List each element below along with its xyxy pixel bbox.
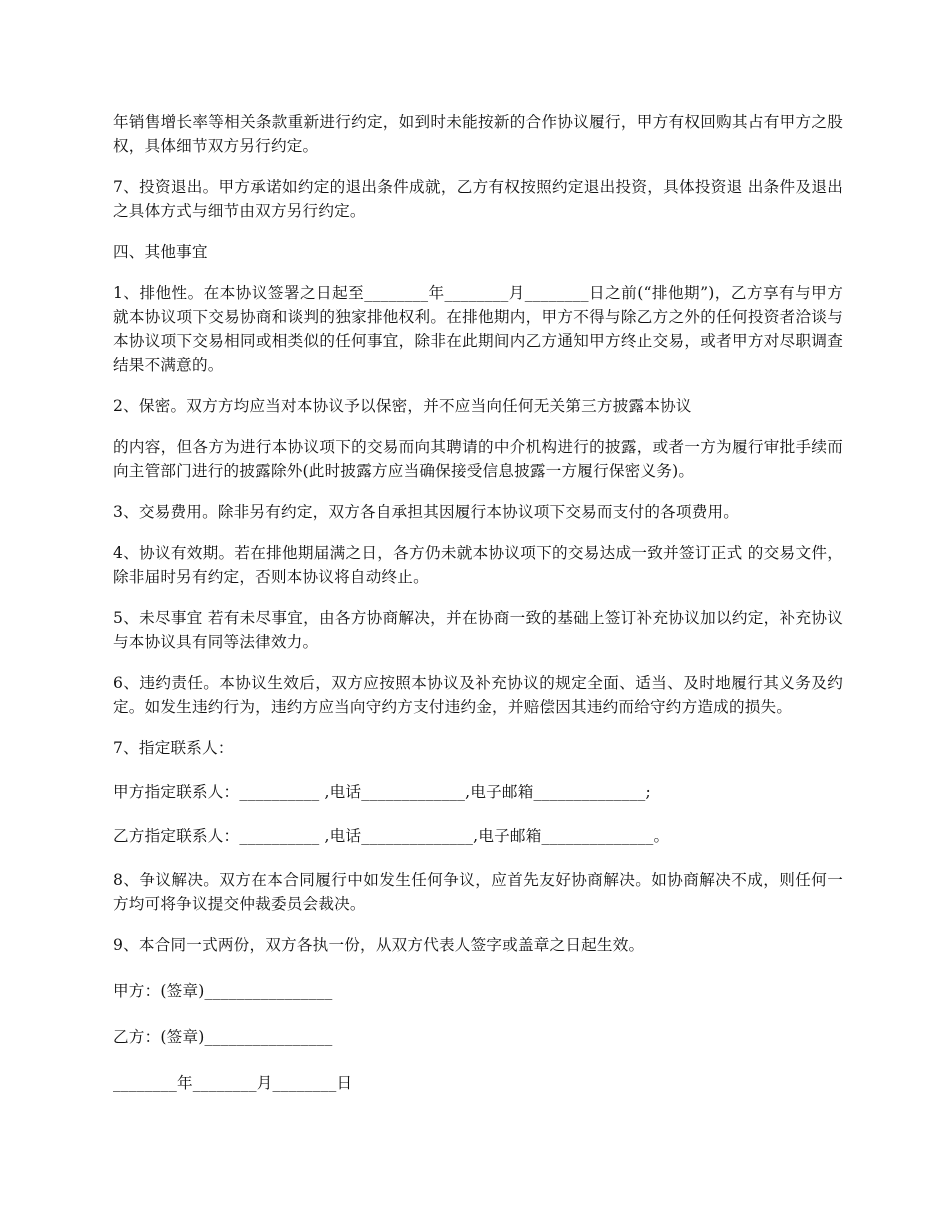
- signature-party-b: 乙方：(签章)________________: [113, 1028, 333, 1046]
- paragraph-copies-effective: 9、本合同一式两份，双方各执一份，从双方代表人签字或盖章之日起生效。: [113, 936, 645, 954]
- paragraph-designated-contacts: 7、指定联系人：: [113, 739, 234, 757]
- section-heading-other-matters: 四、其他事宜: [113, 243, 208, 261]
- paragraph-party-a-contact: 甲方指定联系人：__________ ,电话_____________,电子邮箱______________;: [113, 783, 651, 801]
- paragraph-dispute-resolution: 8、争议解决。双方在本合同履行中如发生任何争议，应首先友好协商解决。如协商解决不成，则任何一方均可将争议提交仲裁委员会裁决。: [113, 871, 843, 913]
- paragraph-unresolved-matters: 5、未尽事宜 若有未尽事宜，由各方协商解决，并在协商一致的基础上签订补充协议加以约定，补充协议与本协议具有同等法律效力。: [113, 609, 843, 651]
- paragraph-buyback-terms: 年销售增长率等相关条款重新进行约定，如到时未能按新的合作协议履行，甲方有权回购其占有甲方之股权，具体细节双方另行约定。: [113, 113, 843, 155]
- paragraph-transaction-fees: 3、交易费用。除非另有约定，双方各自承担其因履行本协议项下交易而支付的各项费用。: [113, 503, 740, 521]
- paragraph-exclusivity: 1、排他性。在本协议签署之日起至________年________月________日之前(“排他期”)，乙方享有与甲方就本协议项下交易协商和谈判的独家排他权利。在排他期内，甲方不得与除乙方之外的任何投资者洽谈与本协议项下交易相同或相类似的任何事宜，除非在此期间内乙方通知甲方终止交易，或者甲方对尽职调查结果不满意的。: [113, 284, 843, 374]
- signature-party-a: 甲方：(签章)________________: [113, 982, 333, 1000]
- paragraph-validity-period: 4、协议有效期。若在排他期届满之日，各方仍未就本协议项下的交易达成一致并签订正式 的交易文件，除非届时另有约定，否则本协议将自动终止。: [113, 544, 843, 586]
- document-body: [113, 110, 843, 1103]
- paragraph-investment-exit: 7、投资退出。甲方承诺如约定的退出条件成就，乙方有权按照约定退出投资，具体投资退 出条件及退出之具体方式与细节由双方另行约定。: [113, 178, 843, 220]
- paragraph-confidentiality-cont: 的内容，但各方为进行本协议项下的交易而向其聘请的中介机构进行的披露，或者一方为履行审批手续而向主管部门进行的披露除外(此时披露方应当确保接受信息披露一方履行保密义务)。: [113, 438, 843, 480]
- paragraph-confidentiality: 2、保密。双方方均应当对本协议予以保密，并不应当向任何无关第三方披露本协议: [113, 397, 692, 415]
- signature-date: ________年________月________日: [113, 1074, 353, 1092]
- paragraph-breach-liability: 6、违约责任。本协议生效后，双方应按照本协议及补充协议的规定全面、适当、及时地履行其义务及约定。如发生违约行为，违约方应当向守约方支付违约金，并赔偿因其违约而给守约方造成的损失。: [113, 674, 843, 716]
- paragraph-party-b-contact: 乙方指定联系人：__________ ,电话______________,电子邮箱______________。: [113, 827, 670, 845]
